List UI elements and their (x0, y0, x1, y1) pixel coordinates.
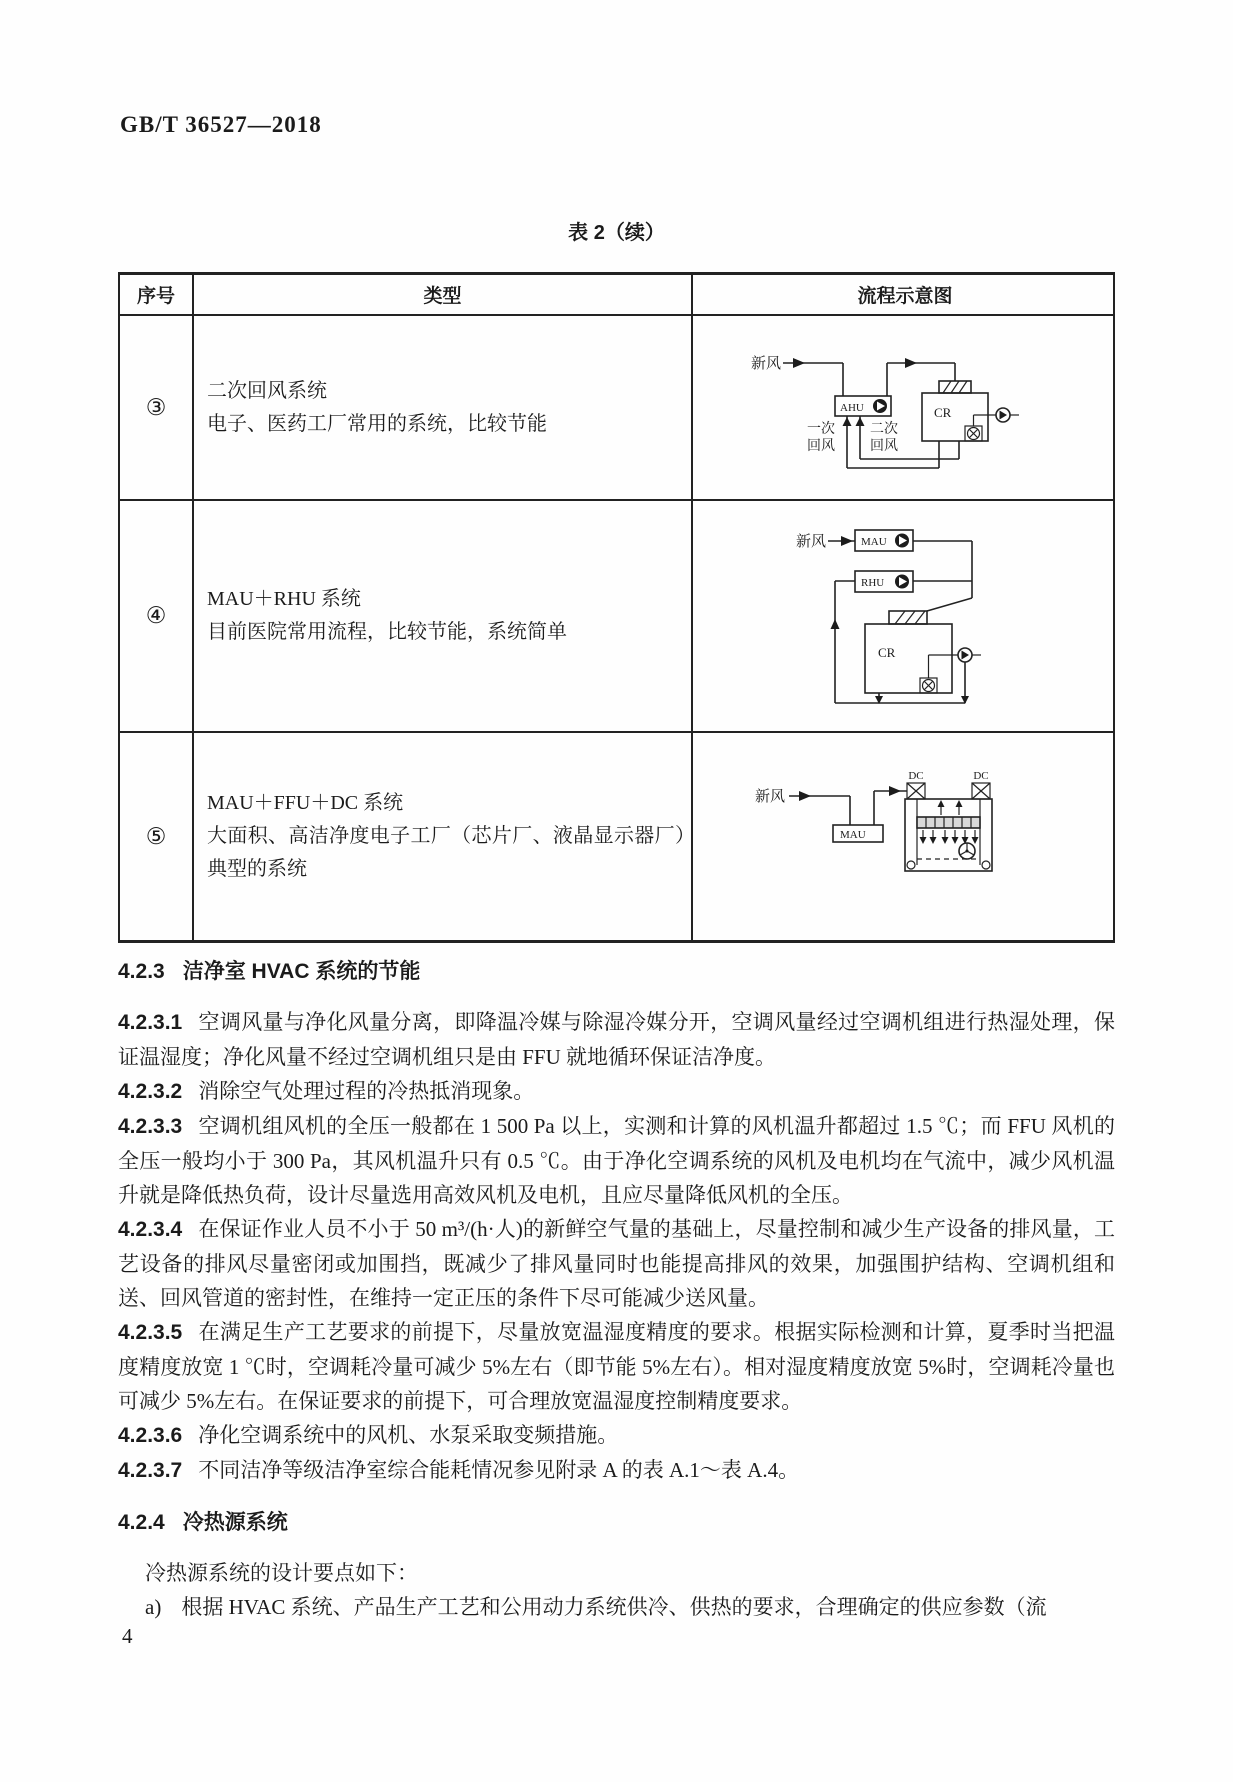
type-cell (194, 316, 693, 499)
clause-number: 4.2.3 (118, 960, 165, 983)
table-title: 表 2（续） (568, 222, 665, 244)
table-header-row (120, 275, 1113, 316)
body-text (118, 955, 1115, 1624)
section-title: 洁净室 HVAC 系统的节能 (182, 960, 421, 983)
table-row (120, 501, 1113, 733)
clause-text: 在满足生产工艺要求的前提下，尽量放宽温湿度精度的要求。根据实际检测和计算，夏季时当把温度精度放宽 1 ℃时，空调耗冷量可减少 5%左右（即节能 5%左右）。相对湿度精度放宽 5%时，空调耗冷量也可减少 5%左右。在保证要求的前提下，可合理放宽温湿度控制精度要求。 (118, 1320, 1115, 1413)
mau-label: MAU (861, 536, 887, 548)
type-cell (194, 733, 693, 940)
fresh-air-label: 新风 (796, 534, 827, 550)
primary-return-label2: 回风 (807, 439, 835, 454)
flow-diagram-cell (693, 733, 1117, 940)
clause-text: 在保证作业人员不小于 50 m³/(h·人)的新鲜空气量的基础上，尽量控制和减少生产设备的排风量，工艺设备的排风尽量密闭或加围挡，既减少了排风量同时也能提高排风的效果，加强围护结构、空调机组和送、回风管道的密封性，在维持一定正压的条件下尽可能减少送风量。 (118, 1217, 1115, 1310)
ahu-label: AHU (840, 402, 864, 414)
type-title: MAU＋RHU 系统 (207, 588, 361, 610)
clause-number: 4.2.3.3 (118, 1115, 183, 1138)
clause-4-2-3-6 (118, 1418, 1115, 1453)
return-arrow-icon (843, 417, 852, 426)
clause-4-2-3-2 (118, 1074, 1115, 1109)
clause-number: 4.2.3.6 (118, 1424, 183, 1447)
return-arrow-icon (831, 619, 840, 629)
row-number-badge: ④ (120, 501, 194, 731)
type-cell (194, 501, 693, 731)
up-arrow-icon (956, 800, 963, 807)
flow-diagram-secondary-return (693, 316, 1117, 501)
flow-diagram-cell (693, 316, 1117, 499)
down-arrow-icon (920, 837, 927, 844)
cleanroom-box (922, 393, 988, 441)
type-desc: 大面积、高洁净度电子工厂（芯片厂、液晶显示器厂）典型的系统 (207, 825, 685, 880)
dc-right-label: DC (973, 770, 989, 782)
cleanroom-box (905, 799, 992, 871)
col-header-type: 类型 (194, 275, 693, 314)
flow-diagram-mau-rhu (693, 501, 1117, 733)
clause-text: 空调风量与净化风量分离，即降温冷媒与除湿冷媒分开，空调风量经过空调机组进行热湿处理，保证温湿度；净化风量不经过空调机组只是由 FFU 就地循环保证洁净度。 (118, 1010, 1115, 1069)
list-item-text: 根据 HVAC 系统、产品生产工艺和公用动力系统供冷、供热的要求，合理确定的供应参数（流 (181, 1595, 1047, 1619)
fresh-air-label: 新风 (751, 356, 782, 372)
pressure-damper-icon (907, 861, 915, 869)
clause-number: 4.2.3.7 (118, 1459, 183, 1482)
row-number-badge: ⑤ (120, 733, 194, 940)
section-heading-4-2-3 (118, 955, 1115, 989)
flow-diagram-cell (693, 501, 1117, 731)
type-desc: 目前医院常用流程，比较节能，系统简单 (207, 621, 567, 643)
flow-arrow-icon (793, 358, 805, 368)
clause-text: 空调机组风机的全压一般都在 1 500 Pa 以上，实测和计算的风机温升都超过 1.5 ℃；而 FFU 风机的全压一般均小于 300 Pa，其风机温升只有 0.5 ℃。由于净化空调系统的风机及电机均在气流中，减少风机温升就是降低热负荷，设计尽量选用高效风机及电机，且应尽量降低风机的全压。 (118, 1114, 1115, 1207)
clause-number: 4.2.3.2 (118, 1080, 183, 1103)
doc-number: GB/T 36527—2018 (120, 112, 322, 137)
col-header-diagram: 流程示意图 (857, 286, 953, 307)
clause-4-2-3-7 (118, 1453, 1115, 1488)
flow-arrow-icon (905, 358, 917, 368)
table-row (120, 316, 1113, 501)
type-title: 二次回风系统 (207, 379, 327, 402)
flow-diagram-mau-ffu-dc (693, 733, 1117, 940)
flow-arrow-icon (799, 791, 811, 801)
pressure-damper-icon (982, 861, 990, 869)
secondary-return-label2: 回风 (870, 439, 898, 454)
list-item-marker: a) (145, 1595, 162, 1619)
secondary-return-label: 二次 (870, 422, 898, 437)
cleanroom-label: CR (934, 405, 952, 420)
col-header-index: 序号 (120, 275, 194, 314)
clause-text: 消除空气处理过程的冷热抵消现象。 (198, 1079, 535, 1103)
intro-line: 冷热源系统的设计要点如下： (145, 1561, 418, 1585)
down-arrow-icon (930, 837, 937, 844)
clause-4-2-3-5 (118, 1315, 1115, 1418)
primary-return-label: 一次 (807, 422, 835, 437)
type-title: MAU＋FFU＋DC 系统 (207, 792, 404, 814)
type-desc: 电子、医药工厂常用的系统，比较节能 (207, 412, 547, 435)
dc-left-label: DC (908, 770, 924, 782)
clause-number: 4.2.3.1 (118, 1011, 183, 1034)
clause-number: 4.2.3.5 (118, 1321, 183, 1344)
clause-4-2-3-3 (118, 1109, 1115, 1212)
return-arrow-icon (856, 417, 865, 426)
flow-arrow-icon (841, 536, 853, 546)
clause-text: 净化空调系统中的风机、水泵采取变频措施。 (198, 1423, 619, 1447)
up-arrow-icon (938, 800, 945, 807)
clause-4-2-3-4 (118, 1212, 1115, 1315)
clause-text: 不同洁净等级洁净室综合能耗情况参见附录 A 的表 A.1～表 A.4。 (198, 1458, 800, 1482)
section-heading-4-2-4 (118, 1506, 1115, 1540)
table-2-continued (118, 272, 1115, 943)
rhu-label: RHU (861, 577, 885, 589)
fresh-air-label: 新风 (755, 789, 786, 805)
down-arrow-icon (972, 837, 979, 844)
cleanroom-label: CR (878, 645, 896, 660)
list-item-a (118, 1590, 1115, 1624)
table-row (120, 733, 1113, 940)
section-title: 冷热源系统 (182, 1511, 288, 1534)
clause-number: 4.2.4 (118, 1511, 165, 1534)
filter-icon (889, 611, 927, 624)
flow-arrow-icon (889, 786, 901, 796)
down-arrow-icon (952, 837, 959, 844)
row-number-badge: ③ (120, 316, 194, 499)
page-number: 4 (122, 1624, 133, 1648)
mau-label: MAU (840, 829, 866, 841)
clause-4-2-3-1 (118, 1005, 1115, 1074)
clause-number: 4.2.3.4 (118, 1218, 183, 1241)
down-arrow-icon (942, 837, 949, 844)
